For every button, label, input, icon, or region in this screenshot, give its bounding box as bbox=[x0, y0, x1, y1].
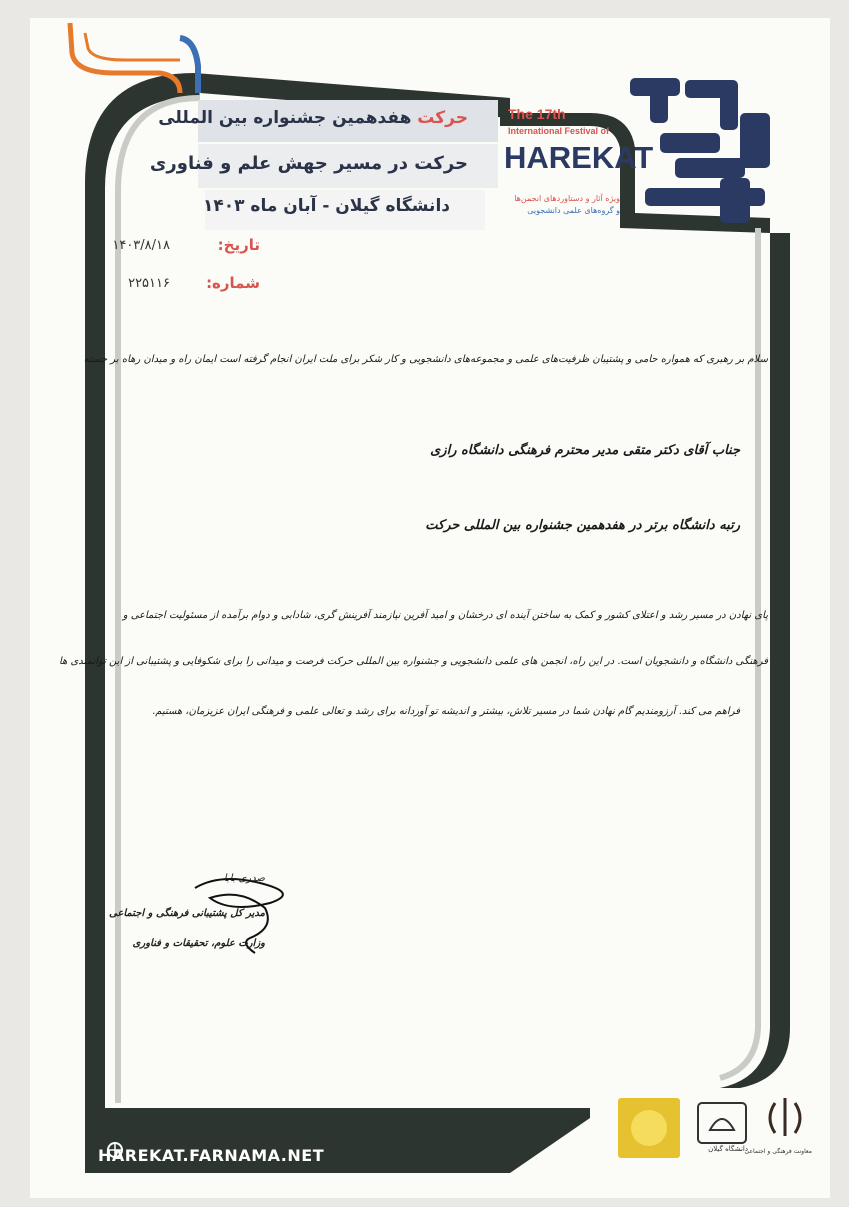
festival-edition-en: The 17th bbox=[508, 106, 566, 122]
letter-frame bbox=[30, 18, 830, 1198]
festival-theme: حرکت در مسیر جهش علم و فناوری bbox=[149, 153, 468, 174]
festival-title-highlight: حرکت bbox=[417, 108, 468, 128]
date-label: تاریخ: bbox=[217, 236, 260, 254]
festival-type-en: International Festival of bbox=[508, 126, 610, 136]
signatory-title: مدیر کل پشتیبانی فرهنگی و اجتماعی bbox=[109, 908, 265, 919]
festival-name-en: HAREKAT bbox=[504, 140, 654, 175]
iran-emblem-icon bbox=[770, 1098, 800, 1136]
letter-paragraph-line-1: پای نهادن در مسیر رشد و اعتلای کشور و کمک به ساختن آینده ای درخشان و امید آفرین نیازمند آفرینش گری، شادابی و دوام برآمده از مسئولیت اجتماعی و bbox=[122, 610, 768, 621]
gilan-university-logo-icon bbox=[698, 1103, 746, 1143]
festival-title-prefix: هفدهمین جشنواره بین المللی bbox=[158, 108, 412, 128]
signatory-name: صدری بابا bbox=[223, 873, 265, 884]
number-label: شماره: bbox=[206, 274, 260, 292]
letter-page bbox=[30, 18, 830, 1198]
date-value: ۱۴۰۳/۸/۱۸ bbox=[112, 238, 170, 253]
festival-subtitle-1: ویژه آثار و دستاوردهای انجمن‌ها bbox=[514, 194, 620, 203]
letter-paragraph-line-2: فرهنگی دانشگاه و دانشجویان است. در این راه، انجمن های علمی دانشجویی و جشنواره بین المللی حرکت فرصت و میدانی را برای شکوفایی و پشتیبانی از این توانمندی ها bbox=[58, 656, 768, 667]
gilan-logo-caption: دانشگاه گیلان bbox=[708, 1145, 748, 1153]
festival-title-line bbox=[158, 108, 468, 128]
letter-recipient: جناب آقای دکتر متقی مدیر محترم فرهنگی دانشگاه رازی bbox=[430, 443, 740, 458]
website-url: HAREKAT.FARNAMA.NET bbox=[98, 1146, 325, 1165]
left-border bbox=[85, 73, 200, 1118]
signatory-organization: وزارت علوم، تحقیقات و فناوری bbox=[132, 938, 265, 949]
number-value: ۲۲۵۱۱۶ bbox=[128, 276, 170, 291]
letter-intro: سلام بر رهبری که همواره حامی و پشتیبان ظرفیت‌های علمی و مجموعه‌های دانشجویی و کار شکر برای ملت ایران انجام گرفته است ایمان راه و میدان رهاه بر جسته bbox=[83, 354, 768, 365]
gov-logo-caption: معاونت فرهنگی و اجتماعی bbox=[744, 1148, 812, 1155]
letter-subject: رتبه دانشگاه برتر در هفدهمین جشنواره بین المللی حرکت bbox=[425, 518, 740, 533]
festival-subtitle-2: و گروه‌های علمی دانشجویی bbox=[527, 206, 620, 215]
letter-paragraph-line-3: فراهم می کند. آرزومندیم گام نهادن شما در مسیر تلاش، بیشتر و اندیشه تو آوردانه برای رشد و تعالی علمی و فرهنگی ایران عزیزمان، هستیم. bbox=[152, 706, 740, 717]
festival-venue-date: دانشگاه گیلان - آبان ماه ۱۴۰۳ bbox=[203, 196, 450, 216]
